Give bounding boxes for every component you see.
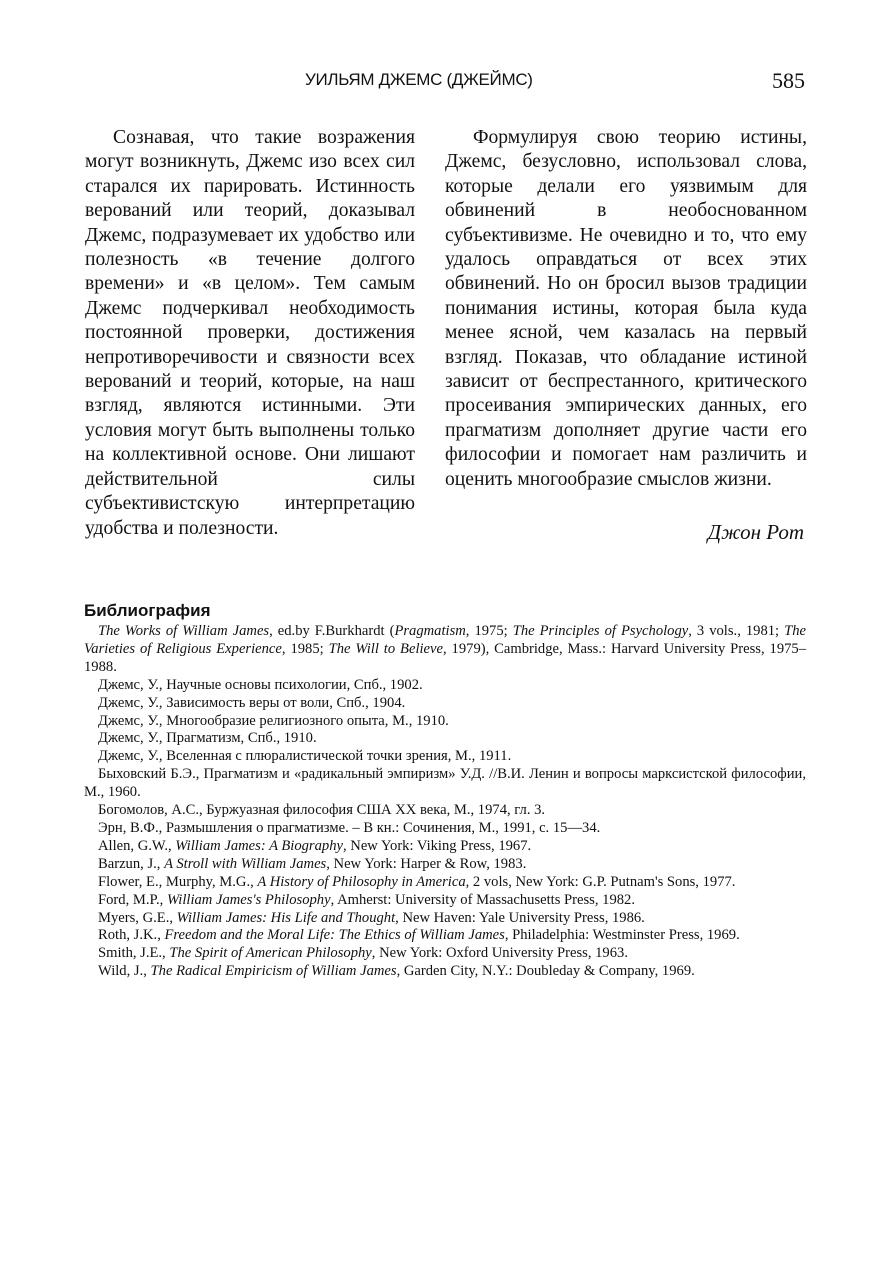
bibliography-entry: Джемс, У., Зависимость веры от воли, Спб., 1904. [98,694,406,711]
bibliography [84,600,806,981]
author-signature: Джон Рот [707,520,804,544]
running-title: УИЛЬЯМ ДЖЕМС (ДЖЕЙМС) [305,70,533,89]
bibliography-entry: Allen, G.W., William James: A Biography, New York: Viking Press, 1967. [98,837,532,854]
bibliography-entry: Джемс, У., Вселенная с плюралистической точки зрения, М., 1911. [98,748,512,765]
bibliography-entry: Джемс, У., Научные основы психологии, Спб., 1902. [98,676,423,693]
page-header [80,68,805,98]
right-column [445,126,807,492]
bibliography-entry: Myers, G.E., William James: His Life and Thought, New Haven: Yale University Press, 1986. [98,909,645,926]
bibliography-entry: Ford, M.P., William James's Philosophy, Amherst: University of Massachusetts Press, 1982. [98,891,635,908]
bibliography-heading: Библиография [84,601,211,620]
bibliography-entry: Джемс, У., Прагматизм, Спб., 1910. [98,730,317,747]
bibliography-entry: Roth, J.K., Freedom and the Moral Life: The Ethics of William James, Philadelphia: Westminster Press, 1969. [98,927,740,944]
bibliography-entry: Быховский Б.Э., Прагматизм и «радикальный эмпиризм» У.Д. //В.И. Ленин и вопросы марксистской философии, М., 1960. [84,766,806,801]
right-paragraph: Формулируя свою теорию истины, Джемс, безусловно, использовал слова, которые делали его уязвимым для обвинений в необоснованном субъективизме. Не очевидно и то, что ему удалось оправдаться от всех этих обвинений. Но он бросил вызов традиции понимания истины, которая была куда менее ясной, чем казалась на первый взгляд. Показав, что обладание истиной зависит от беспрестанного, критического просеивания эмпирических данных, его прагматизм дополняет другие части его философии и помогает нам различить и оценить многообразие смыслов жизни. [445,127,807,490]
bibliography-entry: Богомолов, А.С., Буржуазная философия США XX века, М., 1974, гл. 3. [98,802,546,819]
bibliography-entry: Эрн, В.Ф., Размышления о прагматизме. – В кн.: Сочинения, М., 1991, с. 15—34. [98,819,601,836]
left-paragraph: Сознавая, что такие возражения могут возникнуть, Джемс изо всех сил старался их парировать. Истинность верований или теорий, доказывал Джемс, подразумевает их удобство или полезность «в течение долгого времени» и «в целом». Тем самым Джемс подчеркивал необходимость постоянной проверки, достижения непротиворечивости и связности всех верований и теорий, которые, на наш взгляд, являются истинными. Эти условия могут быть выполнены только на коллективной основе. Они лишают действительной силы субъективистскую интерпретацию удобства и полезности. [85,127,415,539]
bibliography-entry: Wild, J., The Radical Empiricism of William James, Garden City, N.Y.: Doubleday & Company, 1969. [98,963,695,980]
bibliography-entry: Smith, J.E., The Spirit of American Philosophy, New York: Oxford University Press, 1963. [98,945,628,962]
bibliography-entry: Джемс, У., Многообразие религиозного опыта, М., 1910. [98,712,449,729]
left-column [85,126,415,541]
bibliography-entry: The Works of William James, ed.by F.Burkhardt (Pragmatism, 1975; The Principles of Psychology, 3 vols., 1981; The Varieties of Religious Experience, 1985; The Will to Believe, 1979), Cambridge, Mass.: Harvard University Press, 1975–1988. [84,623,807,675]
bibliography-entry: Barzun, J., A Stroll with William James, New York: Harper & Row, 1983. [98,855,527,872]
page-number: 585 [772,68,805,93]
bibliography-entry: Flower, E., Murphy, M.G., A History of Philosophy in America, 2 vols, New York: G.P. Putnam's Sons, 1977. [98,873,736,890]
